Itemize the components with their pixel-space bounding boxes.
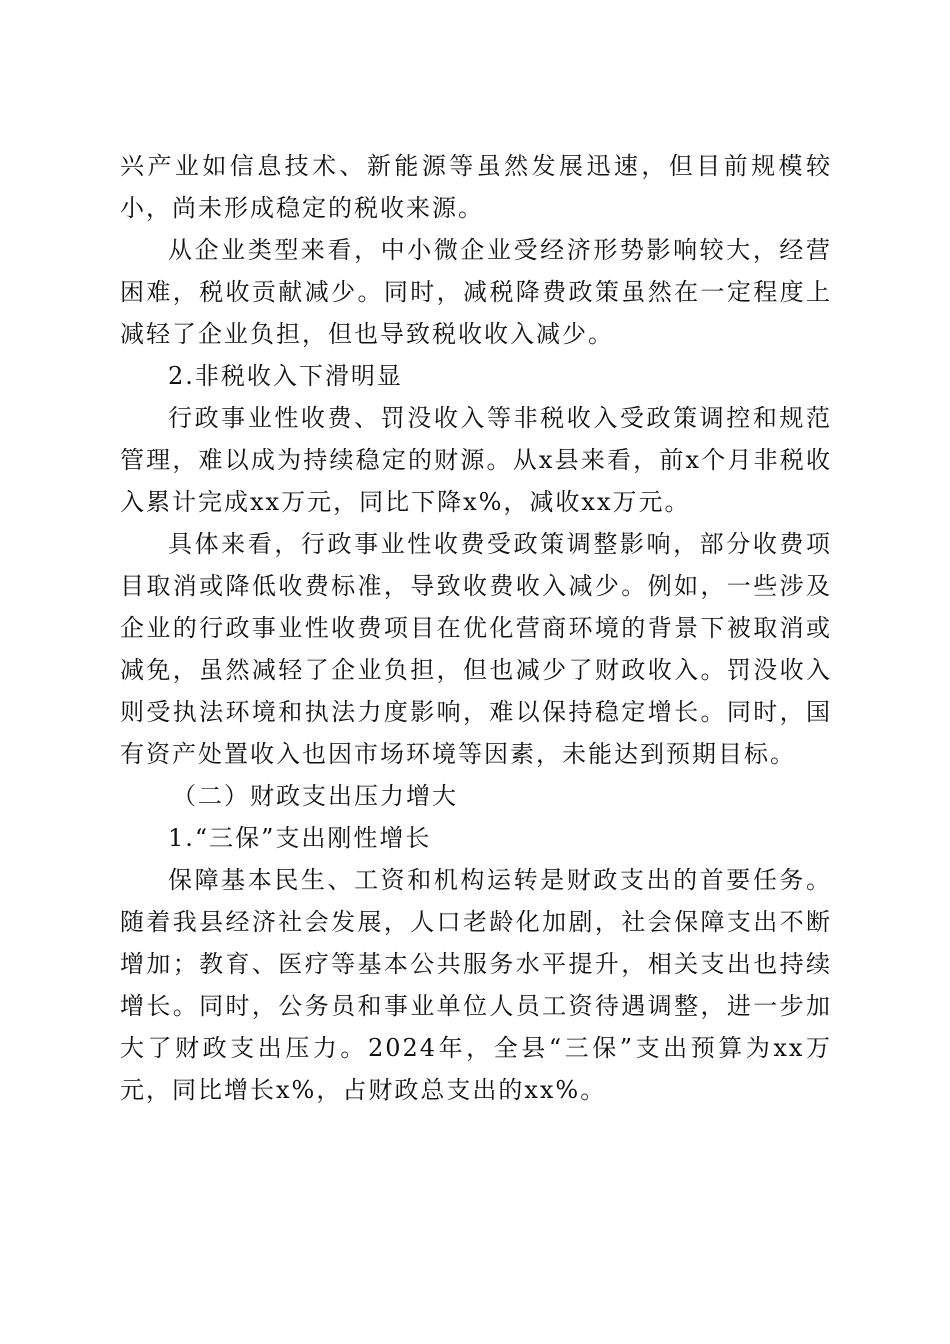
paragraph-enterprise-types: 从企业类型来看，中小微企业受经济形势影响较大，经营困难，税收贡献减少。同时，减税降费政策虽然在一定程度上减轻了企业负担，但也导致税收收入减少。 (120, 236, 832, 348)
heading-expenditure-pressure: （二）财政支出压力增大 (172, 782, 458, 810)
heading-three-guarantees: 1.“三保”支出刚性增长 (168, 824, 432, 852)
paragraph-non-tax-details: 具体来看，行政事业性收费受政策调整影响，部分收费项目取消或降低收费标准，导致收费收入减少。例如，一些涉及企业的行政事业性收费项目在优化营商环境的背景下被取消或减免，虽然减轻了企业负担，但也减少了财政收入。罚没收入则受执法环境和执法力度影响，难以保持稳定增长。同时，国有资产处置收入也因市场环境等因素，未能达到预期目标。 (120, 530, 832, 768)
document-body (120, 145, 832, 1111)
paragraph-tax-sources: 兴产业如信息技术、新能源等虽然发展迅速，但目前规模较小，尚未形成稳定的税收来源。 (120, 152, 832, 222)
paragraph-non-tax-overview: 行政事业性收费、罚没收入等非税收入受政策调控和规范管理，难以成为持续稳定的财源。从x县来看，前x个月非税收入累计完成xx万元，同比下降x%，减收xx万元。 (120, 404, 832, 516)
heading-non-tax-revenue: 2.非税收入下滑明显 (168, 362, 403, 390)
paragraph-three-guarantees: 保障基本民生、工资和机构运转是财政支出的首要任务。随着我县经济社会发展，人口老龄化加剧，社会保障支出不断增加；教育、医疗等基本公共服务水平提升，相关支出也持续增长。同时，公务员和事业单位人员工资待遇调整，进一步加大了财政支出压力。2024年，全县“三保”支出预算为xx万元，同比增长x%，占财政总支出的xx%。 (120, 866, 832, 1104)
